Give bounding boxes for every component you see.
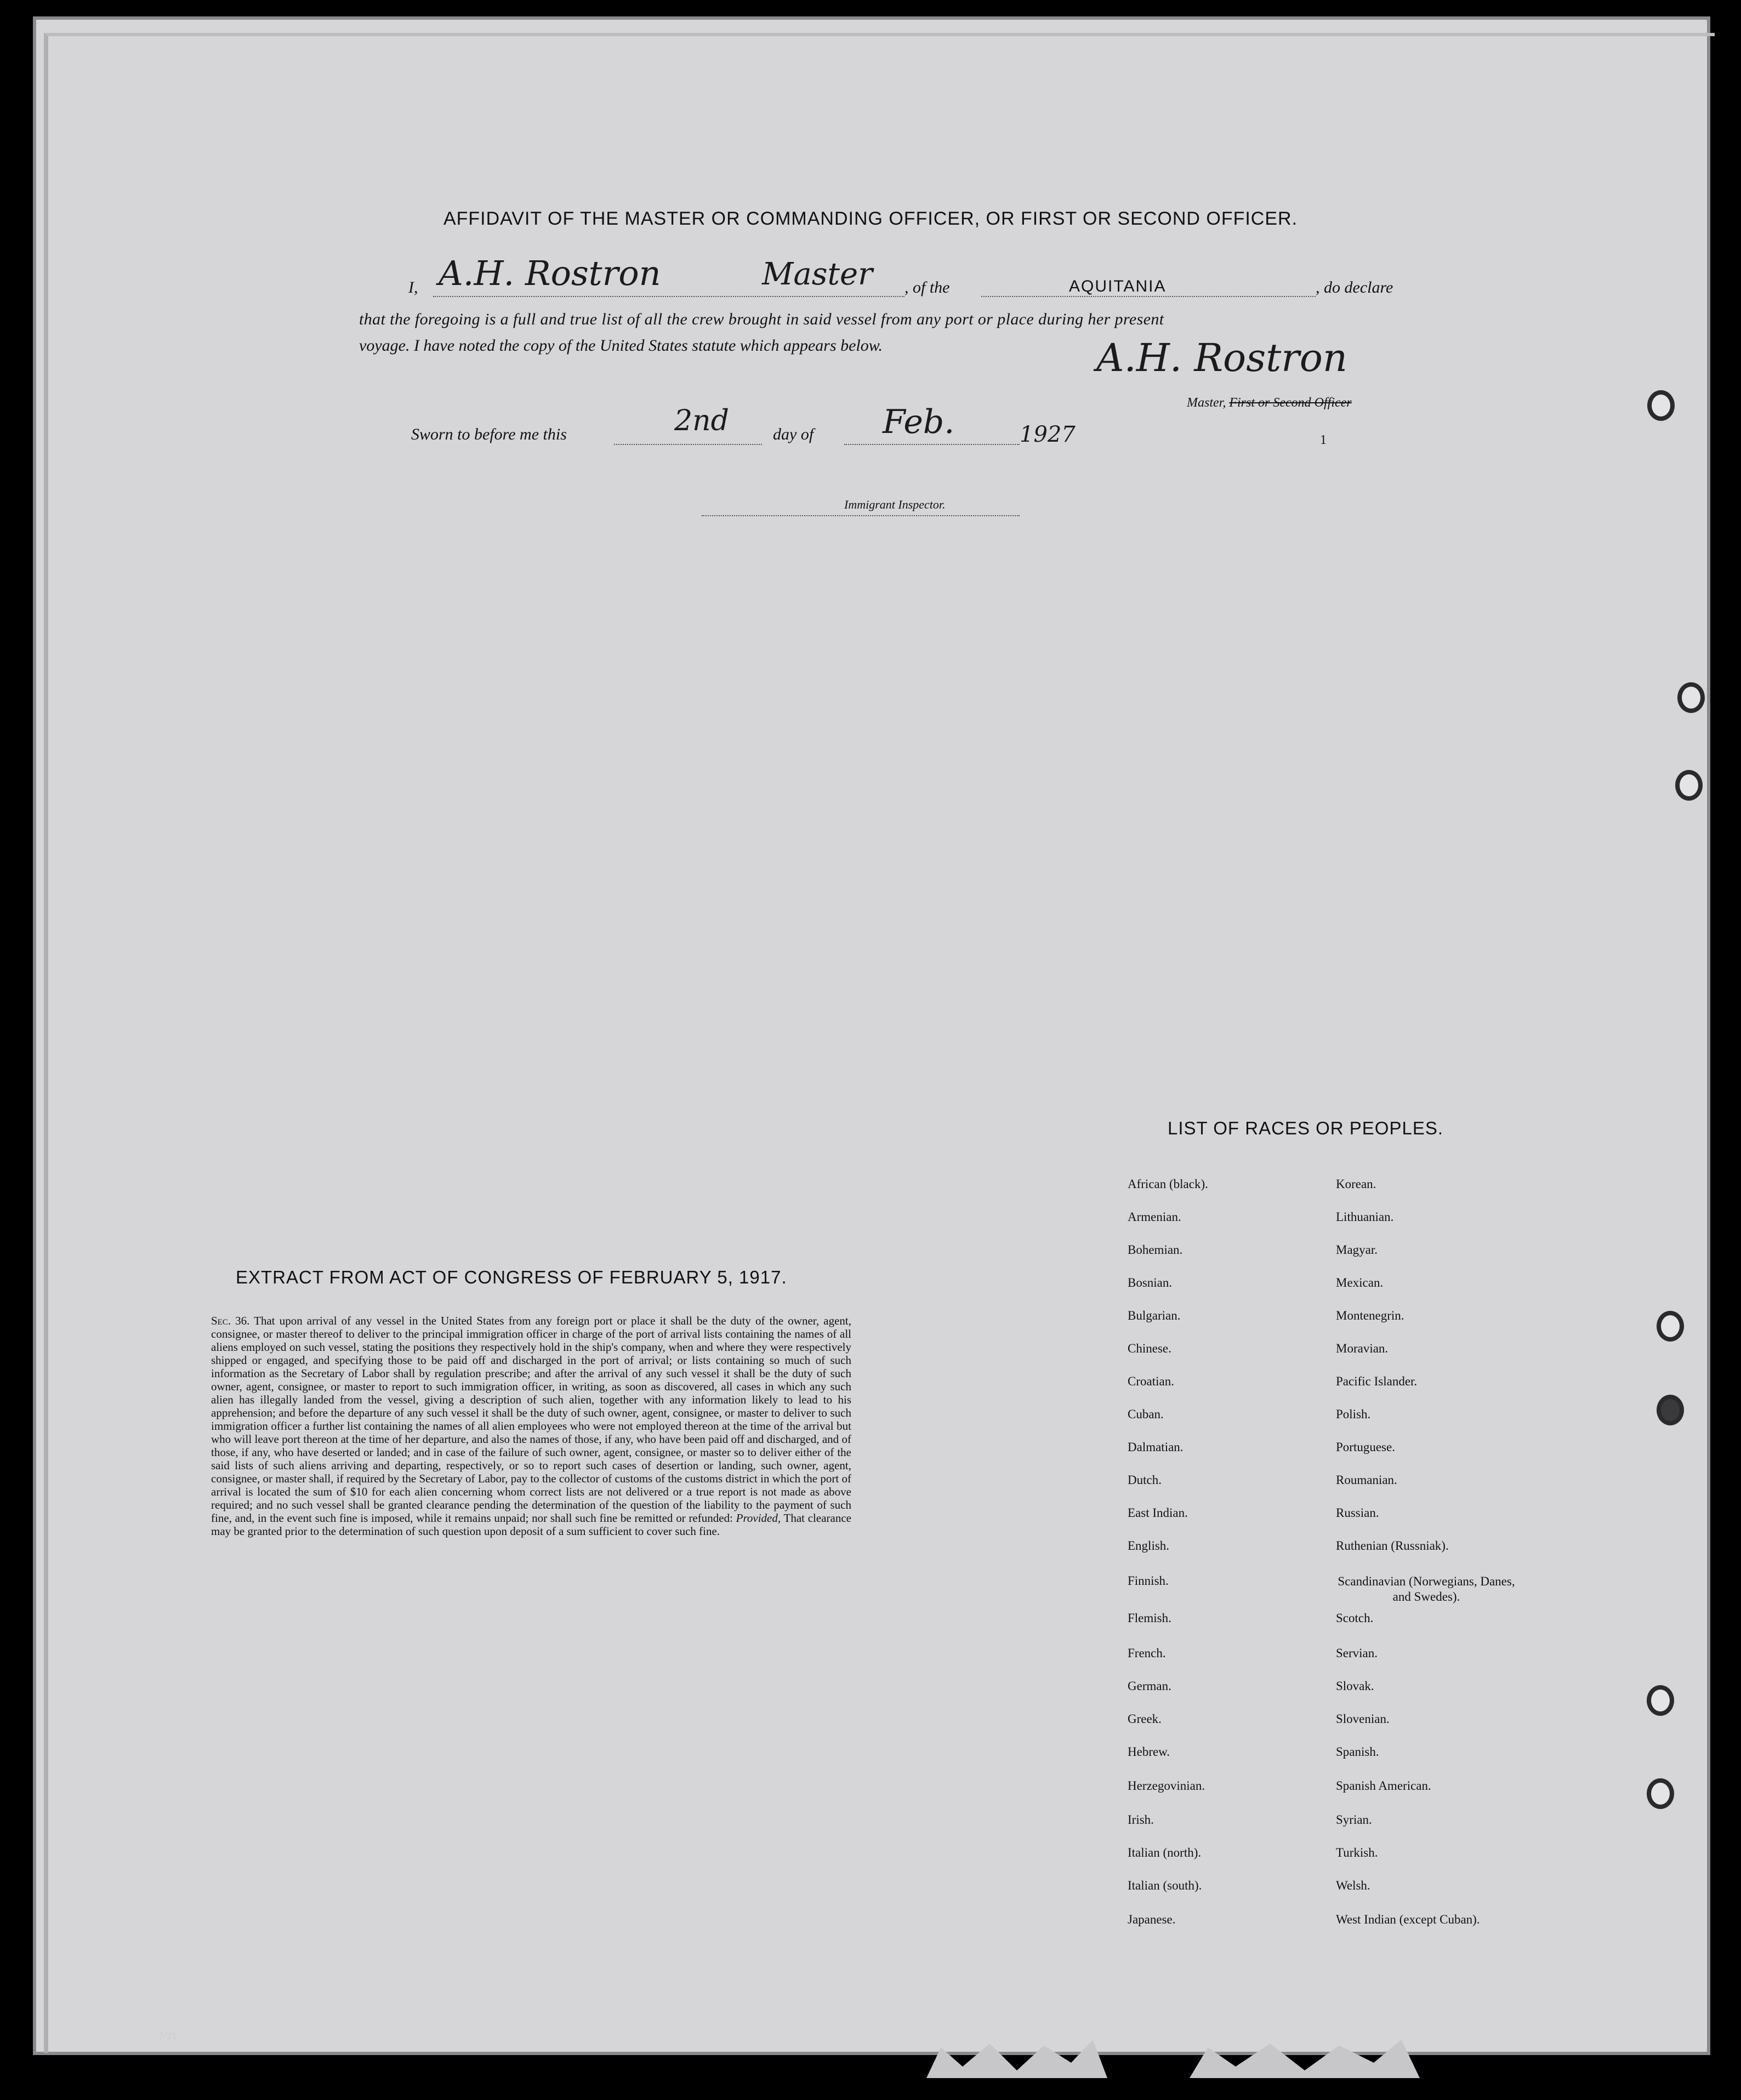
race-item: Bulgarian. [1128,1309,1181,1322]
extract-title: EXTRACT FROM ACT OF CONGRESS OF FEBRUARY 5, 1917. [236,1267,787,1287]
race-item: Greek. [1128,1712,1162,1726]
race-item: Servian. [1336,1646,1378,1660]
race-item: Finnish. [1128,1574,1169,1588]
race-item: Montenegrin. [1336,1309,1404,1322]
race-item: Italian (south). [1128,1879,1202,1892]
punch-hole [1677,682,1705,713]
race-item: Herzegovinian. [1128,1779,1205,1793]
race-item: Lithuanian. [1336,1210,1394,1224]
punch-hole [1647,1778,1674,1809]
race-item: Bohemian. [1128,1243,1183,1257]
extract-text: That upon arrival of any vessel in the United States from any foreign port or place it shall be the duty of the owner, agent, consignee, or master thereof to deliver to the principal immigration officer in charge of the port of arrival lists containing the names of all aliens employed on such vessel, stating the positions they respectively hold in the ship's company, when and where they were respectively shipped or engaged, and specifying those to be paid off and discharged in the port of arrival; or lists containing so much of such information as the Secretary of Labor shall by regulation prescribe; and after the arrival of any such vessel it shall be the duty of such owner, agent, consignee, or master to report to such immigration officer, in writing, as soon as discovered, all cases in which any such alien has illegally landed from the vessel, giving a description of such alien, together with any information likely to lead to his apprehension; and before the departure of any such vessel it shall be the duty of such owner, agent, consignee, or master to deliver to such immigration officer a further list containing the names of all alien employees who were not employed thereon at the time of the arrival but who will leave port thereon at the time of her departure, and also the names of those, if any, who have been paid off and discharged, and of those, if any, who have deserted or landed; and in case of the failure of such owner, agent, consignee, or master so to deliver either of the said lists of such aliens arriving and departing, respectively, or so to report such cases of desertion or landing, such owner, agent, consignee, or master shall, if required by the Secretary of Labor, pay to the collector of customs of the customs district in which the port of arrival is located the sum of $10 for each alien concerning whom correct lists are not delivered or a true report is not made as above required; and no such vessel shall be granted clearance pending the determination of the question of the liability to the payment of such fine, and, in the event such fine is imposed, while it remains unpaid; nor shall such fine be remitted or refunded: [211,1314,851,1525]
race-item: Magyar. [1336,1243,1378,1257]
of-the-label: , of the [904,278,950,296]
race-item: Korean. [1336,1177,1376,1191]
race-item: Turkish. [1336,1846,1378,1859]
race-item: Polish. [1336,1407,1371,1421]
inspector-label: Immigrant Inspector. [844,498,946,511]
race-item: French. [1128,1646,1166,1660]
race-item: Syrian. [1336,1813,1372,1827]
vessel-name: AQUITANIA [1069,277,1167,295]
race-item: Cuban. [1128,1407,1164,1421]
sworn-day: 2nd [674,404,729,437]
race-item: Ruthenian (Russniak). [1336,1539,1449,1553]
race-item: Moravian. [1336,1342,1389,1355]
race-item: Roumanian. [1336,1473,1397,1487]
sheet-edge [44,33,1715,2053]
punch-hole [1647,390,1675,421]
punch-hole [1657,1311,1684,1342]
race-item: Slovenian. [1336,1712,1390,1726]
provided-label: Provided, [736,1511,781,1525]
race-item: Irish. [1128,1813,1154,1827]
race-item: Russian. [1336,1506,1379,1520]
race-item: Armenian. [1128,1210,1181,1224]
race-item: Spanish. [1336,1745,1379,1759]
races-title: LIST OF RACES OR PEOPLES. [1168,1118,1444,1138]
page-mark: 1 [1320,433,1327,447]
rank-handwritten: Master [762,256,873,292]
race-item: Scandinavian (Norwegians, Danes, and Swedes). [1338,1574,1515,1603]
master-label: Master, [1187,396,1226,410]
day-of-label: day of [773,425,814,443]
race-item: Japanese. [1128,1913,1176,1926]
affidavit-prefix: I, [408,278,418,296]
section-label: Sec. 36. [211,1314,250,1327]
race-item: Flemish. [1128,1611,1171,1625]
affidavit-line-3: voyage. I have noted the copy of the United States statute which appears below. [359,336,883,355]
race-item: West Indian (except Cuban). [1336,1913,1480,1926]
affidavit-line-2: that the foregoing is a full and true list of all the crew brought in said vessel from any port or place during her present [359,310,1164,328]
race-item: Slovak. [1336,1679,1374,1693]
sworn-month: Feb. [883,403,955,441]
punch-hole [1675,770,1703,801]
race-item: Chinese. [1128,1342,1171,1355]
race-item: Spanish American. [1336,1779,1431,1793]
struck-officer-label: First or Second Officer [1229,396,1352,410]
race-item: Scotch. [1336,1611,1374,1625]
extract-text-end: That clearance may be granted prior to the determination of such question upon deposit of a sum sufficient to cover such fine. [211,1511,851,1538]
form-number: 7/21 [159,2030,177,2041]
sworn-year: 1927 [1020,422,1076,447]
race-item: Croatian. [1128,1374,1174,1388]
race-item: African (black). [1128,1177,1208,1191]
race-item: Bosnian. [1128,1276,1173,1289]
do-declare-label: , do declare [1316,278,1393,296]
race-item: Welsh. [1336,1879,1370,1892]
master-signature-2: A.H. Rostron [1096,335,1347,380]
race-item: Dalmatian. [1128,1440,1184,1454]
race-item: Dutch. [1128,1473,1162,1487]
race-item: Hebrew. [1128,1745,1170,1759]
affidavit-title: AFFIDAVIT OF THE MASTER OR COMMANDING OFFICER, OR FIRST OR SECOND OFFICER. [443,208,1298,229]
master-title-label [1187,396,1352,410]
race-item: Pacific Islander. [1336,1374,1418,1388]
race-item: German. [1128,1679,1171,1693]
extract-body [211,1314,851,1538]
race-item: Portuguese. [1336,1440,1395,1454]
race-item: English. [1128,1539,1170,1553]
master-signature: A.H. Rostron [439,253,661,293]
punch-hole [1657,1395,1684,1425]
race-item: Mexican. [1336,1276,1384,1289]
punch-hole [1647,1685,1674,1716]
sworn-label: Sworn to before me this [411,425,567,443]
race-item: Italian (north). [1128,1846,1202,1859]
race-item: East Indian. [1128,1506,1188,1520]
